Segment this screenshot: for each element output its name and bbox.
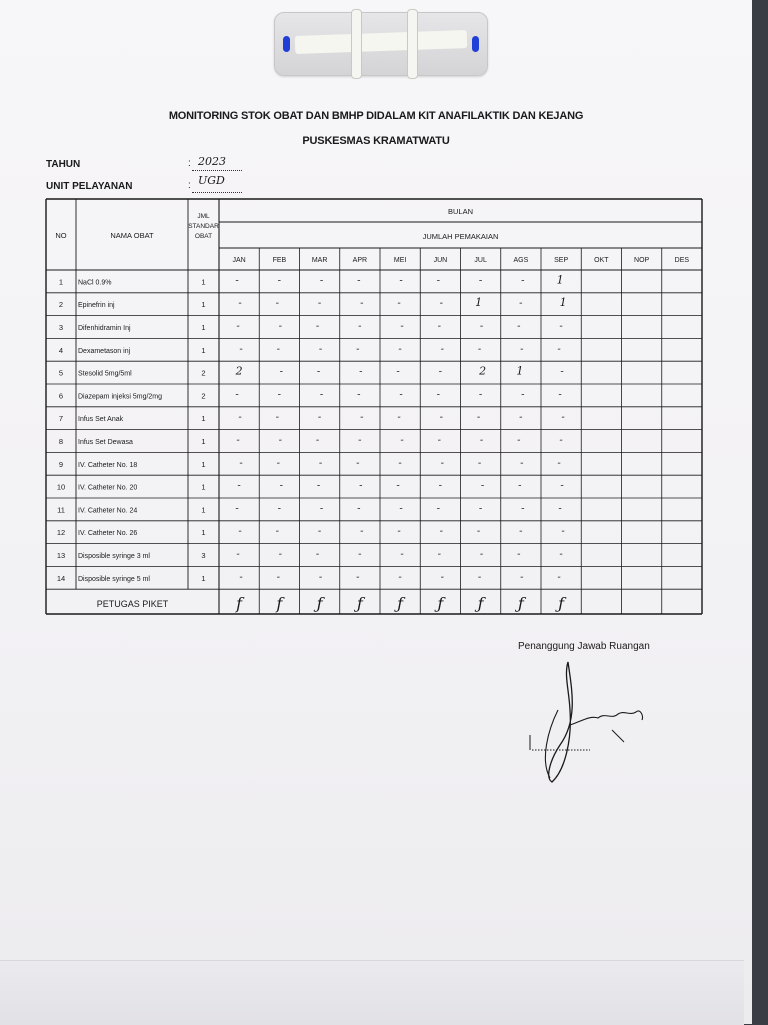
month-header-jul: JUL [474, 257, 487, 264]
usage-mark: - [400, 549, 404, 560]
usage-mark: - [318, 571, 323, 583]
row-nama-obat: NaCl 0.9% [78, 279, 112, 287]
col-header-jml: STANDAR [188, 223, 219, 230]
month-header-ags: AGS [513, 257, 529, 264]
row-no: 5 [58, 368, 64, 378]
row-jml-standar: 3 [201, 551, 206, 560]
usage-mark: - [520, 343, 524, 355]
usage-mark: - [440, 457, 445, 469]
petugas-initial: ƒ [477, 594, 484, 613]
row-nama-obat: IV. Catheter No. 18 [78, 461, 138, 469]
usage-mark: 2 [235, 364, 243, 378]
row-nama-obat: Disposible syringe 5 ml [78, 575, 150, 583]
row-no: 13 [56, 551, 66, 560]
tahun-value: 2023 [198, 155, 226, 168]
usage-mark: - [275, 298, 280, 310]
usage-mark: - [356, 571, 360, 583]
usage-mark: - [400, 321, 404, 332]
usage-mark: - [239, 457, 243, 469]
usage-mark: - [317, 298, 322, 310]
row-nama-obat: Dexametason inj [78, 347, 131, 355]
usage-mark: - [235, 275, 239, 287]
usage-mark: - [316, 480, 321, 492]
month-header-nop: NOP [634, 257, 650, 264]
col-header-jml: OBAT [194, 233, 213, 240]
usage-mark: - [399, 503, 403, 515]
usage-mark: - [239, 343, 243, 355]
usage-mark: - [316, 366, 321, 378]
usage-mark: - [239, 571, 243, 583]
unit-value: UGD [198, 174, 225, 187]
month-header-sep: SEP [554, 257, 569, 264]
usage-mark: - [560, 480, 564, 492]
row-nama-obat: Diazepam injeksi 5mg/2mg [78, 393, 163, 401]
jumlah-pemakaian-header: JUMLAH PEMAKAIAN [422, 232, 499, 241]
usage-mark: - [437, 435, 442, 446]
usage-mark: - [317, 412, 322, 424]
usage-mark: - [561, 412, 565, 424]
col-header-no: NO [55, 231, 67, 240]
usage-mark: - [359, 480, 363, 492]
usage-mark: - [561, 526, 565, 538]
usage-mark: - [235, 389, 239, 401]
usage-mark: - [360, 412, 364, 424]
usage-mark: - [479, 435, 484, 446]
row-nama-obat: Stesolid 5mg/5ml [78, 370, 132, 378]
row-no: 2 [58, 300, 64, 310]
usage-mark: - [558, 389, 562, 401]
usage-mark: - [517, 549, 521, 560]
row-no: 7 [58, 414, 64, 424]
petugas-initial: ƒ [517, 594, 524, 613]
usage-mark: - [399, 389, 403, 401]
usage-mark: - [440, 343, 445, 355]
petugas-initial: f [236, 594, 243, 613]
usage-mark: - [236, 549, 240, 560]
usage-mark: - [557, 457, 561, 469]
usage-mark: - [436, 389, 441, 401]
usage-mark: - [360, 526, 364, 538]
signature-icon [520, 650, 660, 790]
usage-mark: - [558, 503, 562, 515]
usage-mark: - [398, 343, 402, 355]
usage-mark: - [358, 321, 362, 332]
usage-mark: - [317, 526, 322, 538]
usage-mark: - [520, 571, 524, 583]
row-jml-standar: 1 [201, 573, 206, 583]
usage-mark: - [476, 412, 481, 424]
row-jml-standar: 1 [201, 323, 206, 332]
usage-mark: - [438, 366, 443, 378]
usage-mark: - [278, 549, 283, 560]
row-jml-standar: 1 [201, 414, 206, 424]
row-jml-standar: 1 [201, 505, 206, 515]
usage-mark: - [480, 480, 485, 492]
row-no: 4 [58, 345, 64, 355]
row-nama-obat: IV. Catheter No. 20 [78, 484, 138, 492]
usage-mark: - [396, 366, 400, 378]
usage-mark: - [436, 503, 441, 515]
col-header-nama: NAMA OBAT [110, 231, 154, 240]
document-title: MONITORING STOK OBAT DAN BMHP DIDALAM KIT ANAFILAKTIK DAN KEJANG [168, 110, 584, 122]
usage-mark: - [358, 435, 362, 446]
usage-mark: - [518, 480, 522, 492]
usage-mark: - [397, 526, 401, 538]
row-nama-obat: Infus Set Anak [78, 416, 124, 424]
usage-mark: - [521, 389, 525, 401]
usage-mark: 2 [479, 364, 487, 378]
usage-mark: - [236, 435, 240, 446]
row-jml-standar: 1 [201, 345, 206, 355]
usage-mark: - [557, 571, 561, 583]
usage-mark: - [519, 298, 523, 310]
row-nama-obat: IV. Catheter No. 24 [78, 507, 138, 515]
usage-mark: 1 [475, 296, 483, 310]
row-jml-standar: 2 [201, 391, 206, 401]
row-nama-obat: Epinefrin inj [78, 302, 115, 310]
usage-mark: - [477, 571, 482, 583]
usage-mark: - [318, 343, 323, 355]
usage-mark: - [360, 298, 364, 310]
usage-mark: - [357, 389, 361, 401]
usage-mark: - [400, 435, 404, 446]
usage-mark: - [276, 343, 281, 355]
usage-mark: - [319, 389, 324, 401]
row-jml-standar: 1 [201, 459, 206, 469]
usage-mark: - [559, 549, 563, 560]
usage-mark: - [276, 571, 281, 583]
usage-mark: - [559, 435, 563, 446]
usage-mark: - [557, 343, 561, 355]
row-no: 14 [56, 573, 66, 583]
usage-mark: - [357, 503, 361, 515]
usage-mark: - [478, 275, 483, 287]
usage-mark: - [318, 457, 323, 469]
usage-mark: - [278, 321, 283, 332]
document-subtitle: PUSKESMAS KRAMATWATU [302, 135, 450, 147]
usage-mark: 1 [516, 364, 524, 378]
usage-mark: 1 [559, 296, 567, 310]
month-header-mei: MEI [393, 257, 407, 264]
usage-mark: - [275, 526, 280, 538]
petugas-initial: f [276, 594, 283, 613]
signature-label: Penanggung Jawab Ruangan [518, 641, 650, 652]
petugas-initial: ƒ [437, 594, 444, 613]
month-header-okt: OKT [594, 257, 609, 264]
usage-mark: - [479, 321, 484, 332]
usage-mark: - [519, 526, 523, 538]
usage-mark: - [439, 298, 444, 310]
usage-mark: - [517, 321, 521, 332]
row-nama-obat: Difenhidramin Inj [78, 325, 131, 332]
usage-mark: - [278, 435, 283, 446]
usage-mark: - [396, 480, 400, 492]
usage-mark: - [358, 549, 362, 560]
row-nama-obat: Infus Set Dewasa [78, 439, 133, 446]
month-header-jan: JAN [232, 257, 246, 264]
row-nama-obat: IV. Catheter No. 26 [78, 530, 138, 538]
usage-mark: - [437, 549, 442, 560]
row-no: 12 [56, 528, 66, 538]
usage-mark: - [440, 571, 445, 583]
usage-mark: - [315, 321, 320, 332]
usage-mark: - [439, 412, 444, 424]
usage-mark: - [277, 503, 282, 515]
usage-mark: - [476, 526, 481, 538]
month-header-jun: JUN [433, 257, 448, 264]
row-jml-standar: 2 [201, 368, 206, 378]
petugas-initial: ƒ [397, 594, 404, 613]
tahun-label: TAHUN [46, 159, 81, 170]
usage-mark: - [559, 321, 563, 332]
usage-mark: - [356, 457, 360, 469]
usage-mark: - [478, 389, 483, 401]
usage-mark: - [236, 321, 240, 332]
usage-mark: - [277, 275, 282, 287]
usage-mark: - [277, 389, 282, 401]
row-no: 9 [58, 459, 64, 469]
usage-mark: - [479, 549, 484, 560]
usage-mark: - [439, 526, 444, 538]
usage-mark: - [438, 480, 443, 492]
usage-mark: - [398, 457, 402, 469]
usage-mark: - [235, 503, 239, 515]
unit-label: UNIT PELAYANAN [46, 181, 133, 192]
usage-mark: - [315, 549, 320, 560]
usage-mark: - [478, 503, 483, 515]
usage-mark: - [276, 457, 281, 469]
usage-mark: - [477, 457, 482, 469]
row-no: 3 [58, 323, 64, 332]
usage-mark: - [275, 412, 280, 424]
row-no: 1 [58, 277, 64, 287]
usage-mark: 1 [556, 273, 564, 287]
usage-mark: - [359, 366, 363, 378]
usage-mark: - [560, 366, 564, 378]
row-no: 6 [58, 391, 64, 401]
usage-mark: - [477, 343, 482, 355]
usage-mark: - [238, 298, 242, 310]
row-jml-standar: 1 [201, 482, 206, 492]
usage-mark: - [399, 275, 403, 287]
row-jml-standar: 1 [201, 277, 206, 287]
usage-mark: - [398, 571, 402, 583]
col-header-jml: JML [197, 213, 210, 220]
row-nama-obat: Disposible syringe 3 ml [78, 553, 150, 560]
usage-mark: - [436, 275, 441, 287]
usage-mark: - [357, 275, 361, 287]
usage-mark: - [319, 275, 324, 287]
petugas-initial: ƒ [316, 594, 323, 613]
petugas-piket-label: PETUGAS PIKET [96, 599, 169, 609]
petugas-initial: ƒ [558, 594, 565, 613]
petugas-initial: ƒ [356, 594, 363, 613]
usage-mark: - [521, 503, 525, 515]
row-no: 10 [56, 482, 66, 492]
usage-mark: - [437, 321, 442, 332]
row-no: 11 [57, 505, 65, 515]
row-jml-standar: 1 [201, 437, 206, 446]
row-jml-standar: 1 [201, 528, 206, 538]
usage-mark: - [517, 435, 521, 446]
usage-mark: - [356, 343, 360, 355]
usage-mark: - [238, 412, 242, 424]
usage-mark: - [315, 435, 320, 446]
usage-mark: - [397, 298, 401, 310]
month-header-des: DES [674, 257, 690, 264]
usage-mark: - [519, 412, 523, 424]
usage-mark: - [238, 526, 242, 538]
usage-mark: - [397, 412, 401, 424]
usage-mark: - [279, 366, 284, 378]
row-jml-standar: 1 [201, 300, 206, 310]
bulan-header: BULAN [447, 207, 474, 216]
usage-mark: - [520, 457, 524, 469]
month-header-mar: MAR [311, 257, 328, 264]
row-no: 8 [58, 437, 64, 446]
month-header-apr: APR [352, 257, 368, 264]
month-header-feb: FEB [272, 257, 287, 264]
usage-mark: - [521, 275, 525, 287]
usage-mark: - [319, 503, 324, 515]
usage-mark: - [279, 480, 284, 492]
usage-mark: - [237, 480, 241, 492]
